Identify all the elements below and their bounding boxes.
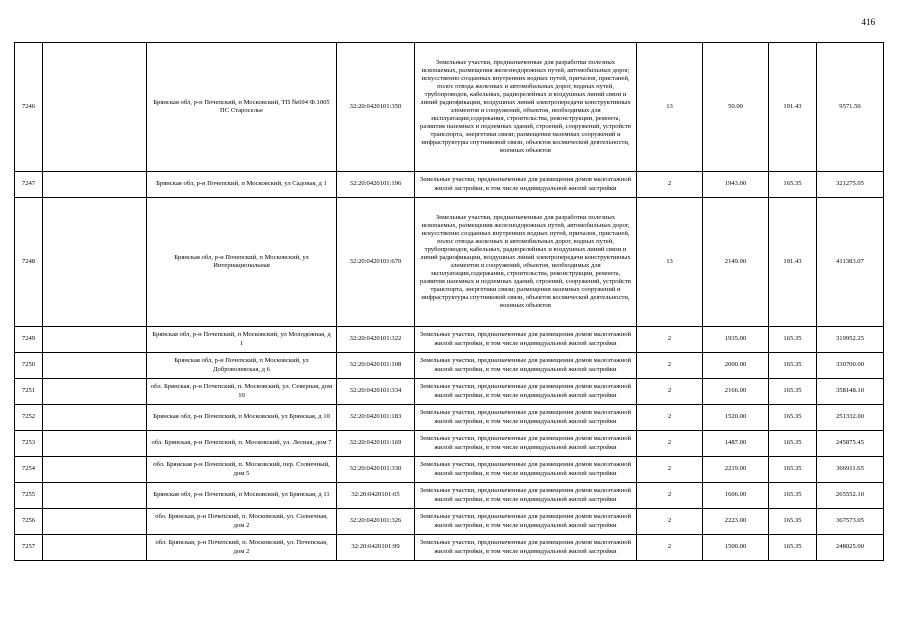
specific-value-cell: 165.35 xyxy=(769,172,817,198)
cadastral-value-cell: 330700.00 xyxy=(817,353,884,379)
table-row xyxy=(15,172,884,198)
area-cell: 2223.00 xyxy=(703,509,769,535)
area-cell: 1606.00 xyxy=(703,483,769,509)
cadastral-number-cell: 32:20:0420101:334 xyxy=(337,379,415,405)
cadastral-value-cell: 245875.45 xyxy=(817,431,884,457)
table-row xyxy=(15,457,884,483)
land-use-description-cell: Земельные участки, предназначенные для размещения домов малоэтажной жилой застройки, в том числе индивидуальной жилой застройки xyxy=(415,327,637,353)
cadastral-value-cell: 366911.65 xyxy=(817,457,884,483)
cadastral-number-cell: 32:20:0420101:169 xyxy=(337,431,415,457)
row-number: 7247 xyxy=(15,172,43,198)
row-number: 7251 xyxy=(15,379,43,405)
area-cell: 1487.00 xyxy=(703,431,769,457)
cadastral-value-cell: 411383.07 xyxy=(817,198,884,327)
row-number: 7250 xyxy=(15,353,43,379)
cadastral-number-cell: 32:20:0420101:196 xyxy=(337,172,415,198)
row-number: 7249 xyxy=(15,327,43,353)
group-number-cell: 2 xyxy=(637,172,703,198)
land-use-description-cell: Земельные участки, предназначенные для размещения домов малоэтажной жилой застройки, в том числе индивидуальной жилой застройки xyxy=(415,172,637,198)
table-row xyxy=(15,535,884,561)
specific-value-cell: 165.35 xyxy=(769,483,817,509)
cadastral-number-cell: 32:20:0420101:99 xyxy=(337,535,415,561)
address-cell: Брянская обл, р-н Почепский, п Московский, ул Интернациональная xyxy=(147,198,337,327)
table-row xyxy=(15,509,884,535)
specific-value-cell: 191.43 xyxy=(769,43,817,172)
cadastral-value-cell: 251332.00 xyxy=(817,405,884,431)
land-use-description-cell: Земельные участки, предназначенные для размещения домов малоэтажной жилой застройки, в том числе индивидуальной жилой застройки xyxy=(415,509,637,535)
area-cell: 1943.00 xyxy=(703,172,769,198)
cadastral-value-cell: 248025.00 xyxy=(817,535,884,561)
empty-cell xyxy=(43,172,147,198)
cadastral-value-cell: 319952.25 xyxy=(817,327,884,353)
address-cell: обл. Брянская, р-н Почепский, п. Московский, ул. Лесная, дом 7 xyxy=(147,431,337,457)
cadastral-number-cell: 32:20:0420101:330 xyxy=(337,457,415,483)
table-row xyxy=(15,353,884,379)
land-use-description-cell: Земельные участки, предназначенные для размещения домов малоэтажной жилой застройки, в том числе индивидуальной жилой застройки xyxy=(415,379,637,405)
cadastral-number-cell: 32:20:0420101:65 xyxy=(337,483,415,509)
row-number: 7253 xyxy=(15,431,43,457)
group-number-cell: 2 xyxy=(637,535,703,561)
empty-cell xyxy=(43,431,147,457)
address-cell: обл. Брянская, р-н Почепский, п. Московский, ул. Северная, дом 10 xyxy=(147,379,337,405)
address-cell: обл. Брянская, р-н Почепский, п. Московский, ул. Солнечная, дом 2 xyxy=(147,509,337,535)
empty-cell xyxy=(43,327,147,353)
cadastral-value-cell: 321275.05 xyxy=(817,172,884,198)
land-use-description-cell: Земельные участки, предназначенные для размещения домов малоэтажной жилой застройки, в том числе индивидуальной жилой застройки xyxy=(415,405,637,431)
land-use-description-cell: Земельные участки, предназначенные для размещения домов малоэтажной жилой застройки, в том числе индивидуальной жилой застройки xyxy=(415,535,637,561)
specific-value-cell: 165.35 xyxy=(769,405,817,431)
group-number-cell: 2 xyxy=(637,431,703,457)
area-cell: 2149.00 xyxy=(703,198,769,327)
row-number: 7248 xyxy=(15,198,43,327)
land-use-description-cell: Земельные участки, предназначенные для размещения домов малоэтажной жилой застройки, в том числе индивидуальной жилой застройки xyxy=(415,431,637,457)
specific-value-cell: 165.35 xyxy=(769,509,817,535)
row-number: 7252 xyxy=(15,405,43,431)
group-number-cell: 2 xyxy=(637,457,703,483)
group-number-cell: 13 xyxy=(637,43,703,172)
specific-value-cell: 191.43 xyxy=(769,198,817,327)
area-cell: 1500.00 xyxy=(703,535,769,561)
address-cell: Брянская обл, р-н Почепский, п Московский, ул Садовая, д 1 xyxy=(147,172,337,198)
cadastral-number-cell: 32:20:0420101:350 xyxy=(337,43,415,172)
group-number-cell: 13 xyxy=(637,198,703,327)
row-number: 7254 xyxy=(15,457,43,483)
row-number: 7256 xyxy=(15,509,43,535)
address-cell: Брянская обл, р-н Почепский, п Московский, ул Брянская, д 11 xyxy=(147,483,337,509)
group-number-cell: 2 xyxy=(637,353,703,379)
cadastral-value-cell: 9571.50 xyxy=(817,43,884,172)
page-number: 416 xyxy=(861,17,875,27)
group-number-cell: 2 xyxy=(637,483,703,509)
specific-value-cell: 165.35 xyxy=(769,535,817,561)
group-number-cell: 2 xyxy=(637,509,703,535)
empty-cell xyxy=(43,353,147,379)
cadastral-number-cell: 32:20:0420101:322 xyxy=(337,327,415,353)
area-cell: 2166.00 xyxy=(703,379,769,405)
area-cell: 2219.00 xyxy=(703,457,769,483)
land-use-description-cell: Земельные участки, предназначенные для размещения домов малоэтажной жилой застройки, в том числе индивидуальной жилой застройки xyxy=(415,353,637,379)
address-cell: Брянская обл, р-н Почепский, п Московский, ул Брянская, д 10 xyxy=(147,405,337,431)
land-use-description-cell: Земельные участки, предназначенные для разработки полезных ископаемых, размещения железнодорожных путей, автомобильных дорог, искусственно созданных внутренних водных путей, причалов, пристаней, полос отвода железных и автомобильных дорог, водных путей, трубопроводов, кабельных, радиорелейных и воздушных линий связи и линий радиофикации, воздушных линий электропередачи конструктивных элементов и сооружений, объектов, необходимых для эксплуатации,содержания, строительства, реконструкции, ремонта, развития наземных и подземных зданий, строений, сооружений, устройств транспорта, энергетики связи; размещения наземных сооружений и инфраструктуры спутниковой связи, объектов космической деятельности, военных объектов xyxy=(415,198,637,327)
empty-cell xyxy=(43,379,147,405)
cadastral-number-cell: 32:20:0420101:183 xyxy=(337,405,415,431)
cadastral-number-cell: 32:20:0420101:670 xyxy=(337,198,415,327)
table-row xyxy=(15,431,884,457)
address-cell: Брянская обл, р-н Почепский, п Московский, ТП №694 Ф.1005 ПС Старосельe xyxy=(147,43,337,172)
area-cell: 1520.00 xyxy=(703,405,769,431)
address-cell: Брянская обл, р-н Почепский, п Московский, ул Доброволевская, д 6 xyxy=(147,353,337,379)
table-row xyxy=(15,405,884,431)
area-cell: 2000.00 xyxy=(703,353,769,379)
cadastral-value-cell: 265552.10 xyxy=(817,483,884,509)
group-number-cell: 2 xyxy=(637,379,703,405)
empty-cell xyxy=(43,457,147,483)
area-cell: 50.00 xyxy=(703,43,769,172)
table-row xyxy=(15,379,884,405)
cadastral-value-cell: 358148.10 xyxy=(817,379,884,405)
table-row xyxy=(15,43,884,172)
land-use-description-cell: Земельные участки, предназначенные для размещения домов малоэтажной жилой застройки, в том числе индивидуальной жилой застройки xyxy=(415,483,637,509)
area-cell: 1935.00 xyxy=(703,327,769,353)
empty-cell xyxy=(43,43,147,172)
cadastral-number-cell: 32:20:0420101:108 xyxy=(337,353,415,379)
land-use-description-cell: Земельные участки, предназначенные для разработки полезных ископаемых, размещения железнодорожных путей, автомобильных дорог, искусственно созданных внутренних водных путей, причалов, пристаней, полос отвода железных и автомобильных дорог, водных путей, трубопроводов, кабельных, радиорелейных и воздушных линий связи и линий радиофикации, воздушных линий электропередачи конструктивных элементов и сооружений, объектов, необходимых для эксплуатации,содержания, строительства, реконструкции, ремонта, развития наземных и подземных зданий, строений, сооружений, устройств транспорта, энергетики связи; размещения наземных сооружений и инфраструктуры спутниковой связи, объектов космической деятельности, военных объектов xyxy=(415,43,637,172)
empty-cell xyxy=(43,198,147,327)
table-row xyxy=(15,198,884,327)
cadastral-value-cell: 367573.05 xyxy=(817,509,884,535)
empty-cell xyxy=(43,405,147,431)
row-number: 7255 xyxy=(15,483,43,509)
group-number-cell: 2 xyxy=(637,327,703,353)
empty-cell xyxy=(43,509,147,535)
address-cell: обл. Брянская р-н Почепский, п. Московский, пер. Солнечный, дом 5 xyxy=(147,457,337,483)
row-number: 7257 xyxy=(15,535,43,561)
specific-value-cell: 165.35 xyxy=(769,457,817,483)
empty-cell xyxy=(43,535,147,561)
empty-cell xyxy=(43,483,147,509)
cadastral-number-cell: 32:20:0420101:326 xyxy=(337,509,415,535)
specific-value-cell: 165.35 xyxy=(769,379,817,405)
table-row xyxy=(15,483,884,509)
cadastral-value-table xyxy=(14,42,884,561)
table-row xyxy=(15,327,884,353)
specific-value-cell: 165.35 xyxy=(769,353,817,379)
address-cell: обл. Брянская, р-н Почепский, п. Московский, ул. Почепская, дом 2 xyxy=(147,535,337,561)
land-use-description-cell: Земельные участки, предназначенные для размещения домов малоэтажной жилой застройки, в том числе индивидуальной жилой застройки xyxy=(415,457,637,483)
address-cell: Брянская обл, р-н Почепский, п Московский, ул Молодежная, д 1 xyxy=(147,327,337,353)
group-number-cell: 2 xyxy=(637,405,703,431)
row-number: 7246 xyxy=(15,43,43,172)
specific-value-cell: 165.35 xyxy=(769,431,817,457)
specific-value-cell: 165.35 xyxy=(769,327,817,353)
